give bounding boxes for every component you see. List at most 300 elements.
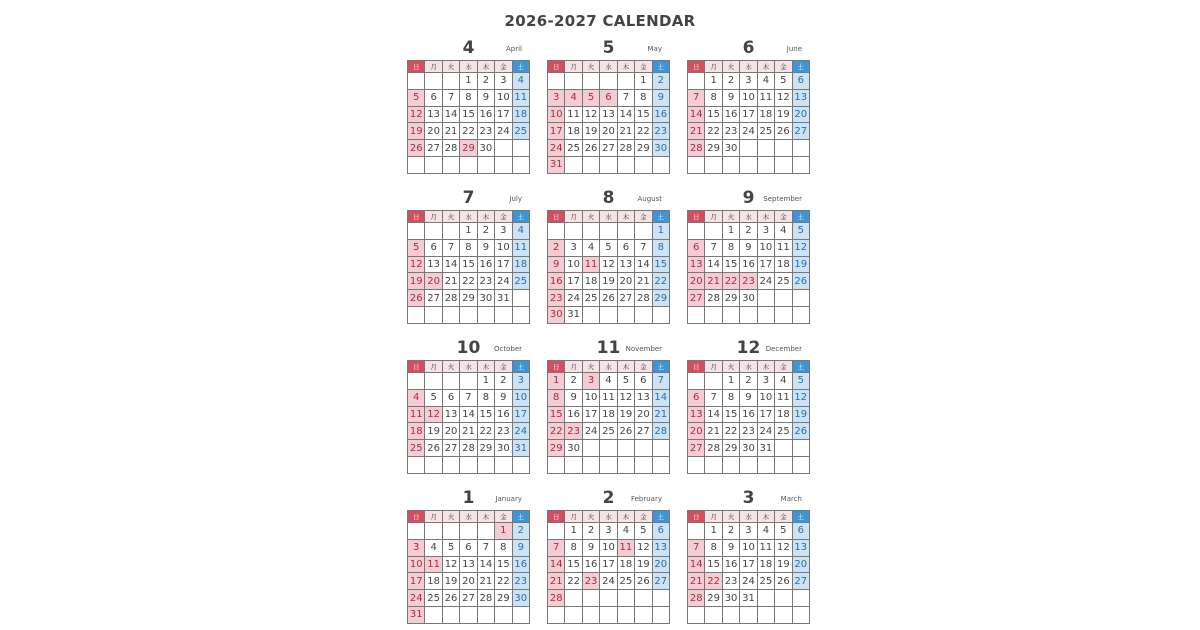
day-cell: 17 <box>582 406 599 423</box>
day-cell: 16 <box>565 406 582 423</box>
day-cell: 28 <box>442 290 459 307</box>
day-cell: 14 <box>442 106 459 123</box>
day-cell <box>705 223 722 240</box>
day-cell <box>688 73 705 90</box>
weekday-header: 木 <box>617 61 634 73</box>
day-cell: 27 <box>425 290 442 307</box>
day-cell: 28 <box>705 440 722 457</box>
day-cell: 12 <box>582 106 599 123</box>
day-cell: 19 <box>635 556 652 573</box>
day-cell <box>565 223 582 240</box>
day-cell: 18 <box>408 423 425 440</box>
day-cell <box>582 590 599 607</box>
day-cell: 15 <box>705 106 722 123</box>
day-cell: 22 <box>460 123 477 140</box>
month-number: 7 <box>462 188 475 208</box>
day-cell: 22 <box>635 123 652 140</box>
day-cell: 8 <box>565 539 582 556</box>
day-cell: 6 <box>617 239 634 256</box>
weekday-header: 日 <box>548 511 565 523</box>
day-cell: 28 <box>635 290 652 307</box>
weekday-header: 月 <box>565 361 582 373</box>
day-cell: 7 <box>442 89 459 106</box>
day-cell <box>688 456 705 473</box>
day-cell <box>600 306 617 323</box>
day-cell <box>582 606 599 623</box>
day-cell: 23 <box>477 123 494 140</box>
day-cell: 27 <box>792 123 809 140</box>
day-cell: 3 <box>600 523 617 540</box>
day-cell: 13 <box>688 406 705 423</box>
day-cell: 20 <box>792 556 809 573</box>
day-cell: 18 <box>775 406 792 423</box>
day-cell: 28 <box>442 140 459 157</box>
day-cell: 15 <box>705 556 722 573</box>
day-cell: 9 <box>477 239 494 256</box>
weekday-header: 火 <box>582 61 599 73</box>
day-cell: 10 <box>495 89 512 106</box>
day-cell: 4 <box>582 239 599 256</box>
weekday-header: 土 <box>792 61 809 73</box>
day-cell: 1 <box>477 373 494 390</box>
day-cell: 11 <box>757 89 774 106</box>
day-cell: 3 <box>740 73 757 90</box>
day-cell: 19 <box>792 256 809 273</box>
day-cell: 1 <box>722 373 739 390</box>
day-cell: 8 <box>722 239 739 256</box>
day-cell <box>565 590 582 607</box>
day-cell: 13 <box>792 89 809 106</box>
day-cell <box>512 140 529 157</box>
day-cell <box>512 156 529 173</box>
day-cell: 16 <box>722 106 739 123</box>
day-cell: 23 <box>652 123 669 140</box>
day-cell: 9 <box>722 89 739 106</box>
day-cell <box>757 456 774 473</box>
month-calendar <box>687 488 810 624</box>
day-cell <box>792 156 809 173</box>
weekday-header: 水 <box>460 61 477 73</box>
weekday-header: 火 <box>442 61 459 73</box>
day-cell: 11 <box>617 539 634 556</box>
day-cell <box>548 456 565 473</box>
weekday-header: 金 <box>635 61 652 73</box>
day-cell: 27 <box>792 573 809 590</box>
weekday-header: 木 <box>757 211 774 223</box>
day-cell: 16 <box>477 256 494 273</box>
weekday-header: 金 <box>775 511 792 523</box>
weekday-header: 月 <box>705 361 722 373</box>
day-cell: 16 <box>548 273 565 290</box>
day-cell: 16 <box>512 556 529 573</box>
day-cell: 13 <box>460 556 477 573</box>
day-cell: 31 <box>548 156 565 173</box>
day-cell <box>688 306 705 323</box>
day-cell: 10 <box>548 106 565 123</box>
day-cell: 24 <box>582 423 599 440</box>
day-cell <box>757 140 774 157</box>
day-cell <box>775 606 792 623</box>
weekday-header: 木 <box>757 361 774 373</box>
day-cell: 3 <box>408 539 425 556</box>
day-cell: 13 <box>425 106 442 123</box>
day-cell: 6 <box>792 523 809 540</box>
day-cell <box>408 156 425 173</box>
day-cell: 30 <box>740 290 757 307</box>
month-number: 6 <box>742 38 755 58</box>
day-cell: 5 <box>635 523 652 540</box>
day-cell: 14 <box>688 106 705 123</box>
day-cell: 11 <box>512 239 529 256</box>
weekday-header: 金 <box>775 361 792 373</box>
day-cell: 15 <box>652 256 669 273</box>
month-name: April <box>506 45 522 53</box>
weekday-header: 日 <box>688 511 705 523</box>
day-cell: 18 <box>565 123 582 140</box>
day-cell: 14 <box>705 406 722 423</box>
day-cell: 29 <box>460 290 477 307</box>
day-cell <box>600 73 617 90</box>
day-cell: 29 <box>722 290 739 307</box>
day-cell: 21 <box>705 423 722 440</box>
day-cell <box>512 456 529 473</box>
day-cell <box>548 606 565 623</box>
day-cell <box>652 440 669 457</box>
month-calendar <box>687 188 810 324</box>
day-cell <box>442 156 459 173</box>
day-cell <box>792 306 809 323</box>
day-cell <box>477 156 494 173</box>
day-cell <box>512 306 529 323</box>
day-cell: 18 <box>600 406 617 423</box>
weekday-header: 月 <box>565 211 582 223</box>
day-cell: 14 <box>652 389 669 406</box>
day-cell: 10 <box>565 256 582 273</box>
day-cell: 18 <box>757 556 774 573</box>
day-cell: 25 <box>775 273 792 290</box>
day-cell <box>495 606 512 623</box>
day-cell: 17 <box>408 573 425 590</box>
day-cell: 6 <box>688 239 705 256</box>
day-cell <box>757 590 774 607</box>
day-cell: 7 <box>688 539 705 556</box>
day-cell: 6 <box>460 539 477 556</box>
day-cell: 6 <box>442 389 459 406</box>
weekday-header: 月 <box>425 211 442 223</box>
day-cell: 21 <box>635 273 652 290</box>
day-cell: 5 <box>408 239 425 256</box>
day-cell: 7 <box>635 239 652 256</box>
day-cell: 10 <box>600 539 617 556</box>
day-cell <box>442 223 459 240</box>
day-cell: 23 <box>722 573 739 590</box>
day-cell: 26 <box>635 573 652 590</box>
day-cell: 26 <box>408 140 425 157</box>
month-name: June <box>786 45 802 53</box>
day-cell: 9 <box>565 389 582 406</box>
weekday-header: 水 <box>600 361 617 373</box>
day-cell <box>442 606 459 623</box>
day-cell <box>548 73 565 90</box>
day-cell: 26 <box>617 423 634 440</box>
day-cell <box>442 373 459 390</box>
day-cell: 28 <box>460 440 477 457</box>
month-calendar <box>407 38 530 174</box>
day-cell: 4 <box>600 373 617 390</box>
day-cell: 31 <box>495 290 512 307</box>
day-cell: 27 <box>425 140 442 157</box>
day-cell <box>600 223 617 240</box>
weekday-header: 木 <box>477 211 494 223</box>
day-cell: 17 <box>495 106 512 123</box>
day-cell <box>775 290 792 307</box>
day-cell <box>477 456 494 473</box>
day-cell <box>652 156 669 173</box>
day-cell <box>757 306 774 323</box>
day-cell: 8 <box>705 89 722 106</box>
day-cell: 16 <box>495 406 512 423</box>
day-cell: 28 <box>688 590 705 607</box>
day-cell <box>425 306 442 323</box>
day-cell <box>705 606 722 623</box>
day-cell: 9 <box>740 389 757 406</box>
day-cell: 23 <box>582 573 599 590</box>
weekday-header: 木 <box>477 361 494 373</box>
day-cell <box>617 456 634 473</box>
day-cell: 30 <box>512 590 529 607</box>
day-cell: 2 <box>512 523 529 540</box>
day-cell <box>617 590 634 607</box>
day-cell: 14 <box>635 256 652 273</box>
day-cell: 16 <box>582 556 599 573</box>
day-cell <box>635 590 652 607</box>
day-cell <box>722 306 739 323</box>
day-cell: 29 <box>722 440 739 457</box>
day-cell: 21 <box>688 573 705 590</box>
day-cell: 1 <box>635 73 652 90</box>
day-cell: 16 <box>722 556 739 573</box>
day-cell: 28 <box>705 290 722 307</box>
day-cell <box>635 306 652 323</box>
day-cell: 13 <box>652 539 669 556</box>
day-cell: 14 <box>548 556 565 573</box>
weekday-header: 火 <box>722 361 739 373</box>
day-cell: 12 <box>617 389 634 406</box>
day-cell: 4 <box>775 373 792 390</box>
weekday-header: 木 <box>477 61 494 73</box>
day-cell: 1 <box>495 523 512 540</box>
month-name: May <box>647 45 662 53</box>
weekday-header: 土 <box>792 511 809 523</box>
day-cell: 12 <box>775 539 792 556</box>
day-cell <box>722 156 739 173</box>
day-cell: 24 <box>495 273 512 290</box>
day-cell: 12 <box>600 256 617 273</box>
day-cell: 25 <box>512 273 529 290</box>
weekday-header: 水 <box>600 211 617 223</box>
day-cell <box>408 306 425 323</box>
day-cell: 15 <box>722 406 739 423</box>
weekday-header: 水 <box>740 61 757 73</box>
day-cell: 13 <box>792 539 809 556</box>
day-cell <box>705 156 722 173</box>
day-cell: 26 <box>425 440 442 457</box>
day-cell <box>617 223 634 240</box>
day-cell: 23 <box>477 273 494 290</box>
day-cell: 30 <box>565 440 582 457</box>
day-cell: 29 <box>652 290 669 307</box>
weekday-header: 火 <box>442 511 459 523</box>
day-cell: 22 <box>652 273 669 290</box>
weekday-header: 土 <box>512 511 529 523</box>
day-cell: 25 <box>600 423 617 440</box>
month-calendar <box>547 188 670 324</box>
day-cell: 9 <box>512 539 529 556</box>
day-cell <box>635 606 652 623</box>
day-cell: 20 <box>652 556 669 573</box>
weekday-header: 土 <box>652 361 669 373</box>
day-cell <box>652 606 669 623</box>
day-cell: 4 <box>565 89 582 106</box>
day-cell: 21 <box>442 123 459 140</box>
day-cell: 15 <box>460 106 477 123</box>
day-cell: 16 <box>740 406 757 423</box>
day-cell: 19 <box>408 273 425 290</box>
day-cell: 24 <box>408 590 425 607</box>
day-cell <box>757 290 774 307</box>
day-cell: 30 <box>722 140 739 157</box>
day-cell: 20 <box>688 423 705 440</box>
day-cell: 17 <box>757 406 774 423</box>
day-cell <box>495 156 512 173</box>
day-cell: 9 <box>548 256 565 273</box>
day-cell: 14 <box>460 406 477 423</box>
weekday-header: 日 <box>548 361 565 373</box>
day-cell: 13 <box>635 389 652 406</box>
month-number: 2 <box>602 488 615 508</box>
day-cell <box>635 223 652 240</box>
day-cell: 22 <box>722 423 739 440</box>
day-cell <box>460 156 477 173</box>
day-cell: 17 <box>740 106 757 123</box>
day-cell: 3 <box>548 89 565 106</box>
weekday-header: 火 <box>442 211 459 223</box>
weekday-header: 水 <box>460 361 477 373</box>
day-cell <box>617 156 634 173</box>
day-cell: 26 <box>792 423 809 440</box>
day-cell: 13 <box>617 256 634 273</box>
day-cell: 18 <box>617 556 634 573</box>
day-cell: 23 <box>548 290 565 307</box>
weekday-header: 水 <box>460 211 477 223</box>
weekday-header: 日 <box>688 361 705 373</box>
month-calendar <box>547 488 670 624</box>
month-name: September <box>763 195 802 203</box>
day-cell: 25 <box>425 590 442 607</box>
weekday-header: 水 <box>740 211 757 223</box>
weekday-header: 金 <box>635 211 652 223</box>
day-cell: 2 <box>477 223 494 240</box>
day-cell: 20 <box>460 573 477 590</box>
day-cell: 27 <box>652 573 669 590</box>
weekday-header: 月 <box>425 61 442 73</box>
month-calendar <box>407 188 530 324</box>
day-cell: 8 <box>652 239 669 256</box>
day-cell: 19 <box>442 573 459 590</box>
day-cell <box>775 440 792 457</box>
day-cell: 17 <box>757 256 774 273</box>
day-cell <box>635 456 652 473</box>
weekday-header: 土 <box>792 361 809 373</box>
day-cell: 23 <box>565 423 582 440</box>
weekday-header: 日 <box>548 211 565 223</box>
day-cell: 17 <box>548 123 565 140</box>
weekday-header: 火 <box>582 211 599 223</box>
day-cell: 18 <box>512 256 529 273</box>
month-name: December <box>765 345 802 353</box>
day-cell: 21 <box>688 123 705 140</box>
day-cell: 30 <box>548 306 565 323</box>
day-cell: 18 <box>425 573 442 590</box>
day-cell: 5 <box>442 539 459 556</box>
month-number: 11 <box>596 338 621 358</box>
weekday-header: 火 <box>722 511 739 523</box>
day-cell: 15 <box>722 256 739 273</box>
weekday-header: 木 <box>757 511 774 523</box>
day-cell <box>582 440 599 457</box>
day-cell: 25 <box>582 290 599 307</box>
day-cell: 10 <box>582 389 599 406</box>
day-cell: 24 <box>757 423 774 440</box>
month-number: 4 <box>462 38 475 58</box>
day-cell: 11 <box>775 239 792 256</box>
day-cell: 4 <box>757 523 774 540</box>
day-cell: 2 <box>495 373 512 390</box>
day-cell: 10 <box>512 389 529 406</box>
day-cell: 31 <box>408 606 425 623</box>
day-cell: 5 <box>617 373 634 390</box>
day-cell: 8 <box>460 239 477 256</box>
day-cell: 13 <box>442 406 459 423</box>
day-cell <box>477 306 494 323</box>
day-cell: 3 <box>582 373 599 390</box>
day-cell <box>582 223 599 240</box>
day-cell <box>548 223 565 240</box>
day-cell <box>652 306 669 323</box>
day-cell <box>442 306 459 323</box>
day-cell <box>792 290 809 307</box>
day-cell: 23 <box>722 123 739 140</box>
weekday-header: 日 <box>548 61 565 73</box>
day-cell: 7 <box>617 89 634 106</box>
day-cell: 24 <box>512 423 529 440</box>
day-cell: 12 <box>425 406 442 423</box>
day-cell: 17 <box>600 556 617 573</box>
day-cell <box>740 606 757 623</box>
day-cell: 15 <box>635 106 652 123</box>
day-cell <box>600 440 617 457</box>
day-cell: 11 <box>600 389 617 406</box>
day-cell <box>582 456 599 473</box>
day-cell: 18 <box>512 106 529 123</box>
day-cell: 31 <box>512 440 529 457</box>
day-cell <box>792 140 809 157</box>
day-cell: 22 <box>460 273 477 290</box>
day-cell <box>792 456 809 473</box>
day-cell <box>460 456 477 473</box>
day-cell: 15 <box>477 406 494 423</box>
day-cell: 2 <box>477 73 494 90</box>
